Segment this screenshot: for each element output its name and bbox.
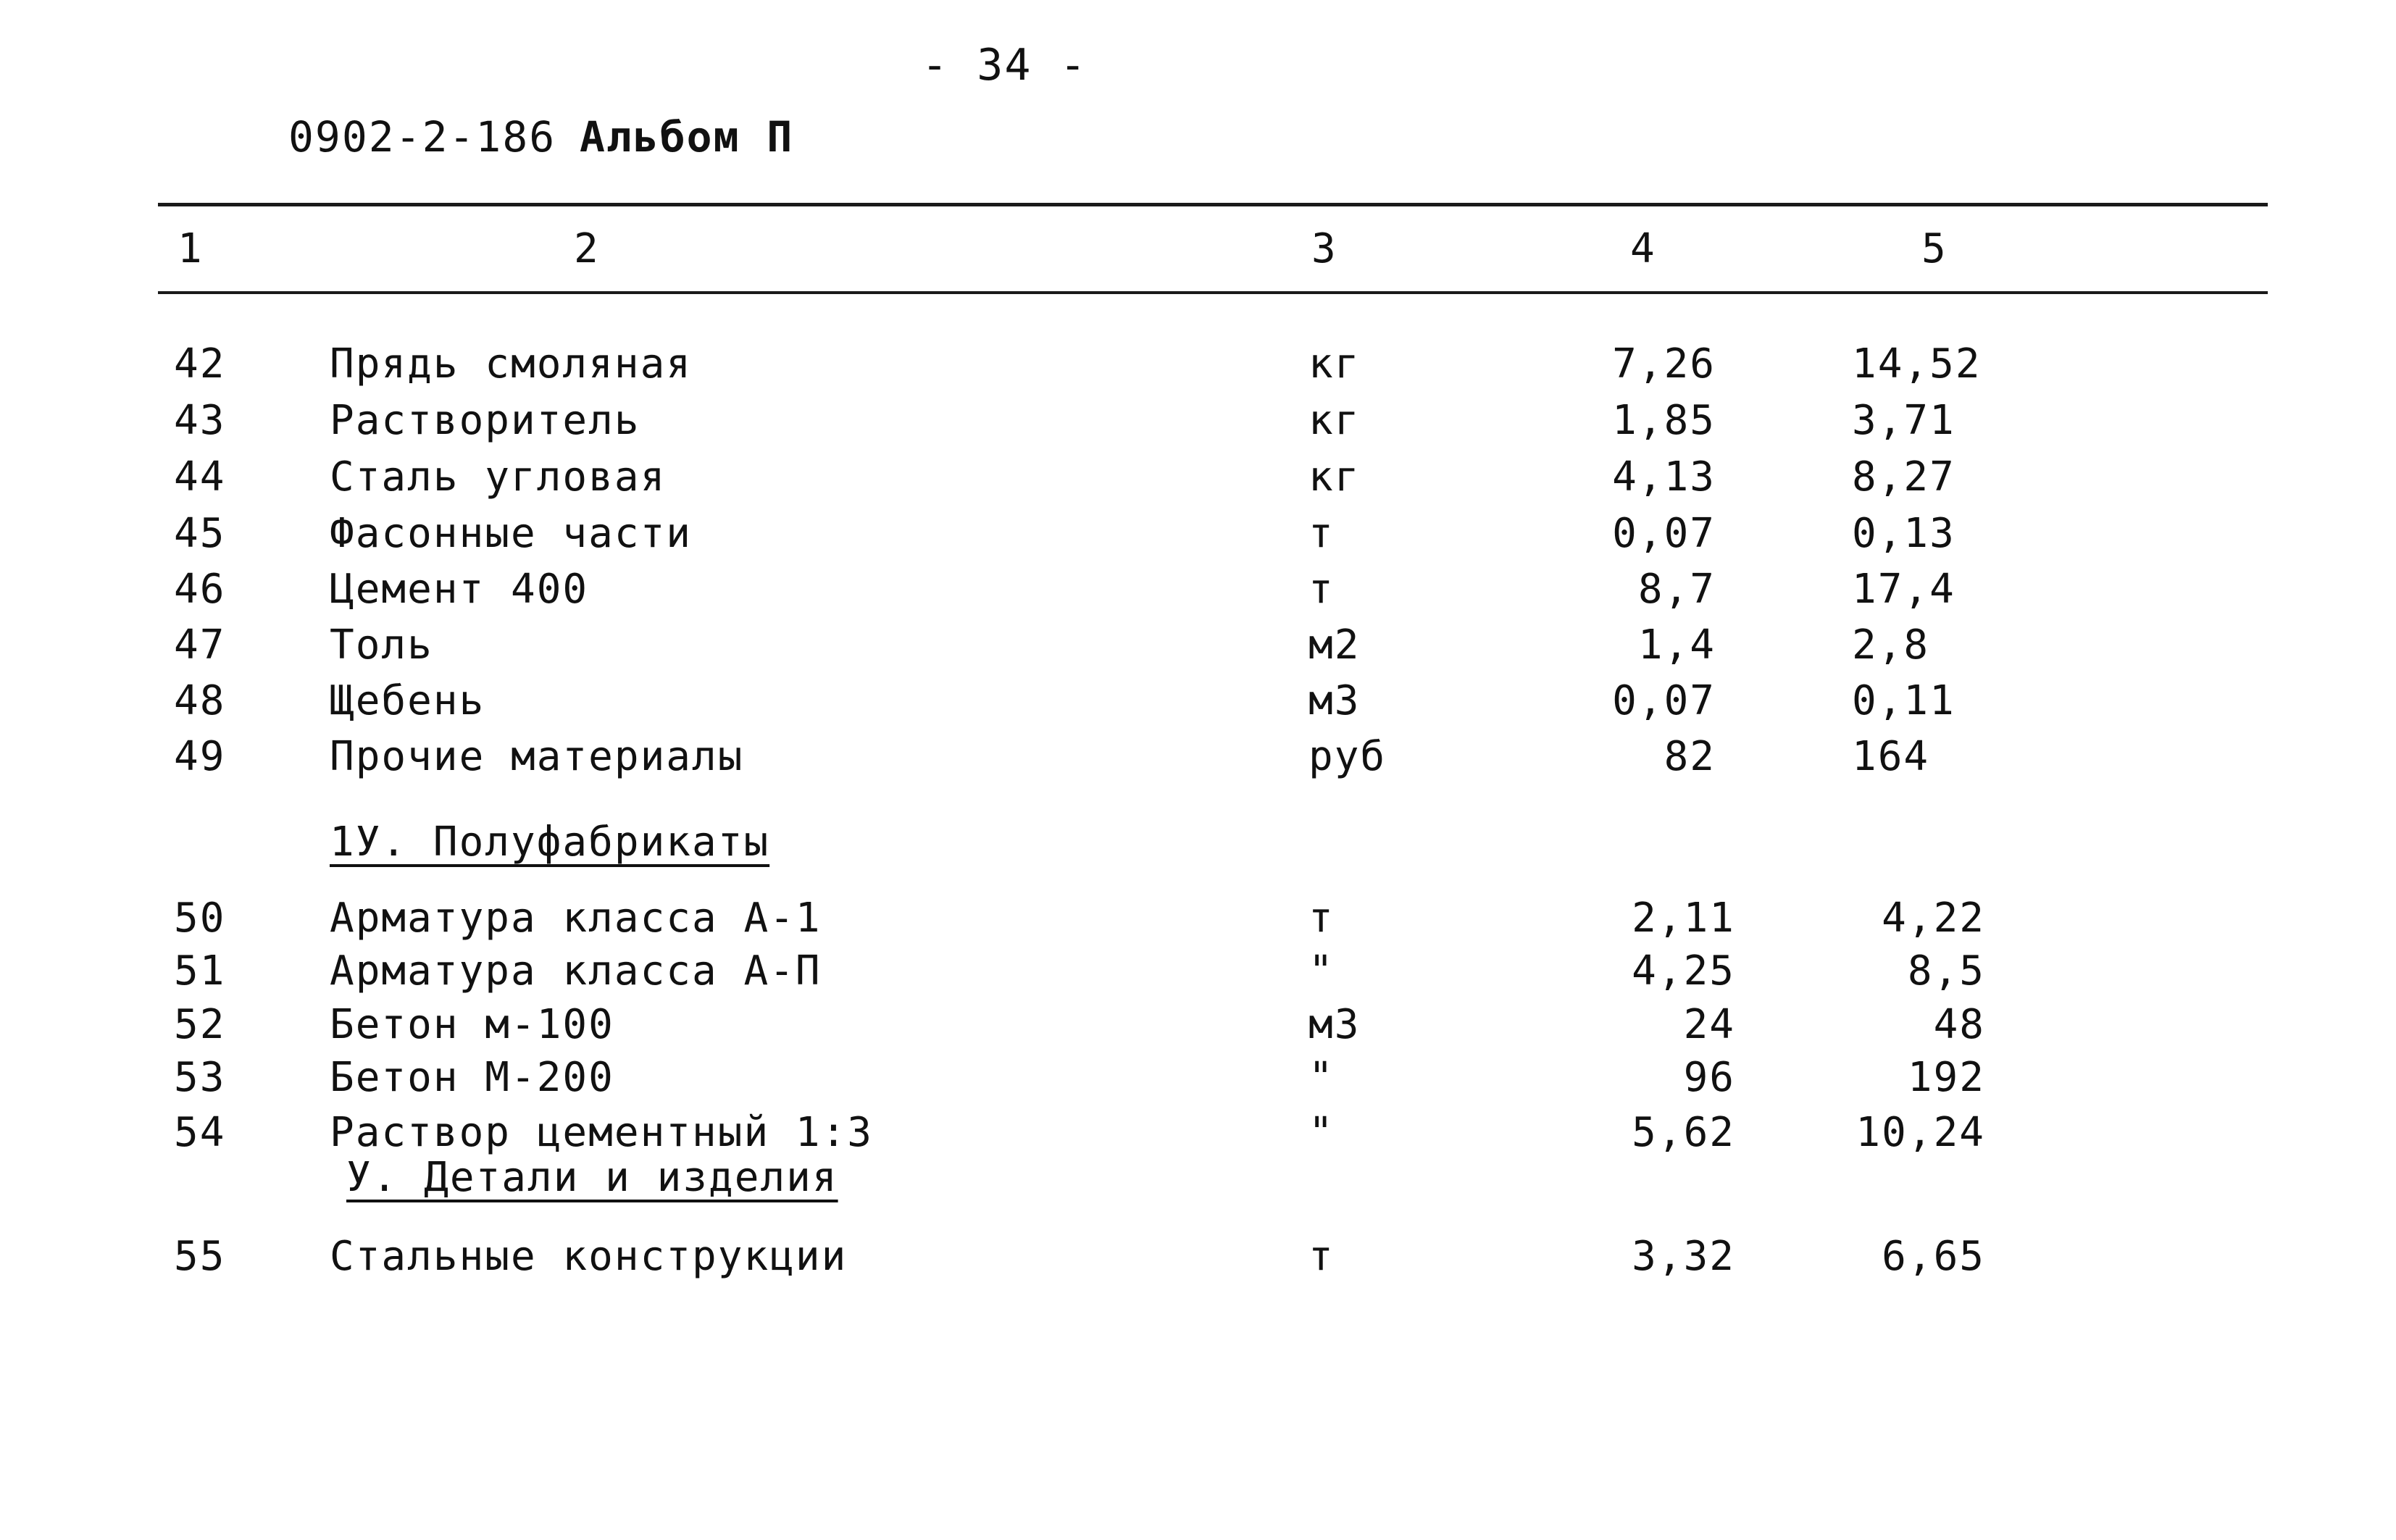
quantity-col-4: 82 [1664,733,1716,780]
quantity-col-4: 2,11 [1632,895,1735,942]
row-number: 45 [174,510,226,557]
unit: " [1308,1109,1335,1156]
row-number: 53 [174,1054,226,1101]
row-number: 51 [174,947,226,995]
unit: м3 [1308,1001,1361,1048]
item-name: Арматура класса А-П [330,947,822,995]
item-name: Растворитель [330,397,640,444]
item-name: Раствор цементный 1:3 [330,1109,874,1156]
item-name: Щебень [330,677,485,724]
quantity-col-5: 192 [1907,1054,1985,1101]
item-name: Фасонные части [330,510,693,557]
quantity-col-5: 8,27 [1852,453,1955,501]
item-name: Стальные конструкции [330,1233,848,1280]
quantity-col-5: 6,65 [1882,1233,1985,1280]
quantity-col-4: 3,32 [1632,1233,1735,1280]
item-name: Прочие материалы [330,733,744,780]
unit: руб [1308,733,1387,780]
quantity-col-5: 0,11 [1852,677,1955,724]
unit: т [1308,566,1335,613]
header-col-4: 4 [1630,225,1656,272]
quantity-col-4: 4,25 [1632,947,1735,995]
table-top-rule [158,203,2268,206]
row-number: 46 [174,566,226,613]
row-number: 50 [174,895,226,942]
unit: " [1308,1054,1335,1101]
quantity-col-5: 3,71 [1852,397,1955,444]
unit: " [1308,947,1335,995]
unit: м3 [1308,677,1361,724]
doc-code: 0902-2-186 [288,112,556,162]
row-number: 43 [174,397,226,444]
quantity-col-5: 164 [1852,733,1930,780]
item-name: Бетон м-100 [330,1001,614,1048]
unit: кг [1308,453,1361,501]
row-number: 55 [174,1233,226,1280]
quantity-col-4: 96 [1683,1054,1735,1101]
quantity-col-4: 4,13 [1612,453,1716,501]
quantity-col-5: 14,52 [1852,340,1982,388]
quantity-col-4: 0,07 [1612,510,1716,557]
quantity-col-5: 8,5 [1907,947,1985,995]
album-label: Альбом П [580,112,794,162]
item-name: Прядь смоляная [330,340,693,388]
unit: т [1308,510,1335,557]
row-number: 42 [174,340,226,388]
quantity-col-5: 4,22 [1882,895,1985,942]
quantity-col-5: 48 [1933,1001,1985,1048]
page-number: - 34 - [922,40,1088,91]
item-name: Толь [330,622,433,669]
header-bottom-rule [158,291,2268,294]
section-heading: У. Детали и изделия [346,1154,838,1201]
row-number: 54 [174,1109,226,1156]
quantity-col-4: 1,85 [1612,397,1716,444]
item-name: Арматура класса А-1 [330,895,822,942]
quantity-col-4: 1,4 [1637,622,1716,669]
section-heading: 1У. Полуфабрикаты [330,819,770,866]
item-name: Цемент 400 [330,566,589,613]
unit: кг [1308,340,1361,388]
row-number: 52 [174,1001,226,1048]
quantity-col-5: 0,13 [1852,510,1955,557]
row-number: 49 [174,733,226,780]
item-name: Сталь угловая [330,453,667,501]
quantity-col-4: 8,7 [1637,566,1716,613]
unit: т [1308,895,1335,942]
unit: т [1308,1233,1335,1280]
row-number: 44 [174,453,226,501]
quantity-col-5: 17,4 [1852,566,1955,613]
unit: м2 [1308,622,1361,669]
header-col-3: 3 [1311,225,1337,272]
row-number: 48 [174,677,226,724]
quantity-col-5: 2,8 [1852,622,1930,669]
quantity-col-4: 24 [1683,1001,1735,1048]
quantity-col-5: 10,24 [1856,1109,1985,1156]
header-col-2: 2 [574,225,600,272]
header-col-5: 5 [1921,225,1948,272]
header-col-1: 1 [178,225,204,272]
item-name: Бетон М-200 [330,1054,614,1101]
row-number: 47 [174,622,226,669]
quantity-col-4: 5,62 [1632,1109,1735,1156]
unit: кг [1308,397,1361,444]
quantity-col-4: 7,26 [1612,340,1716,388]
quantity-col-4: 0,07 [1612,677,1716,724]
